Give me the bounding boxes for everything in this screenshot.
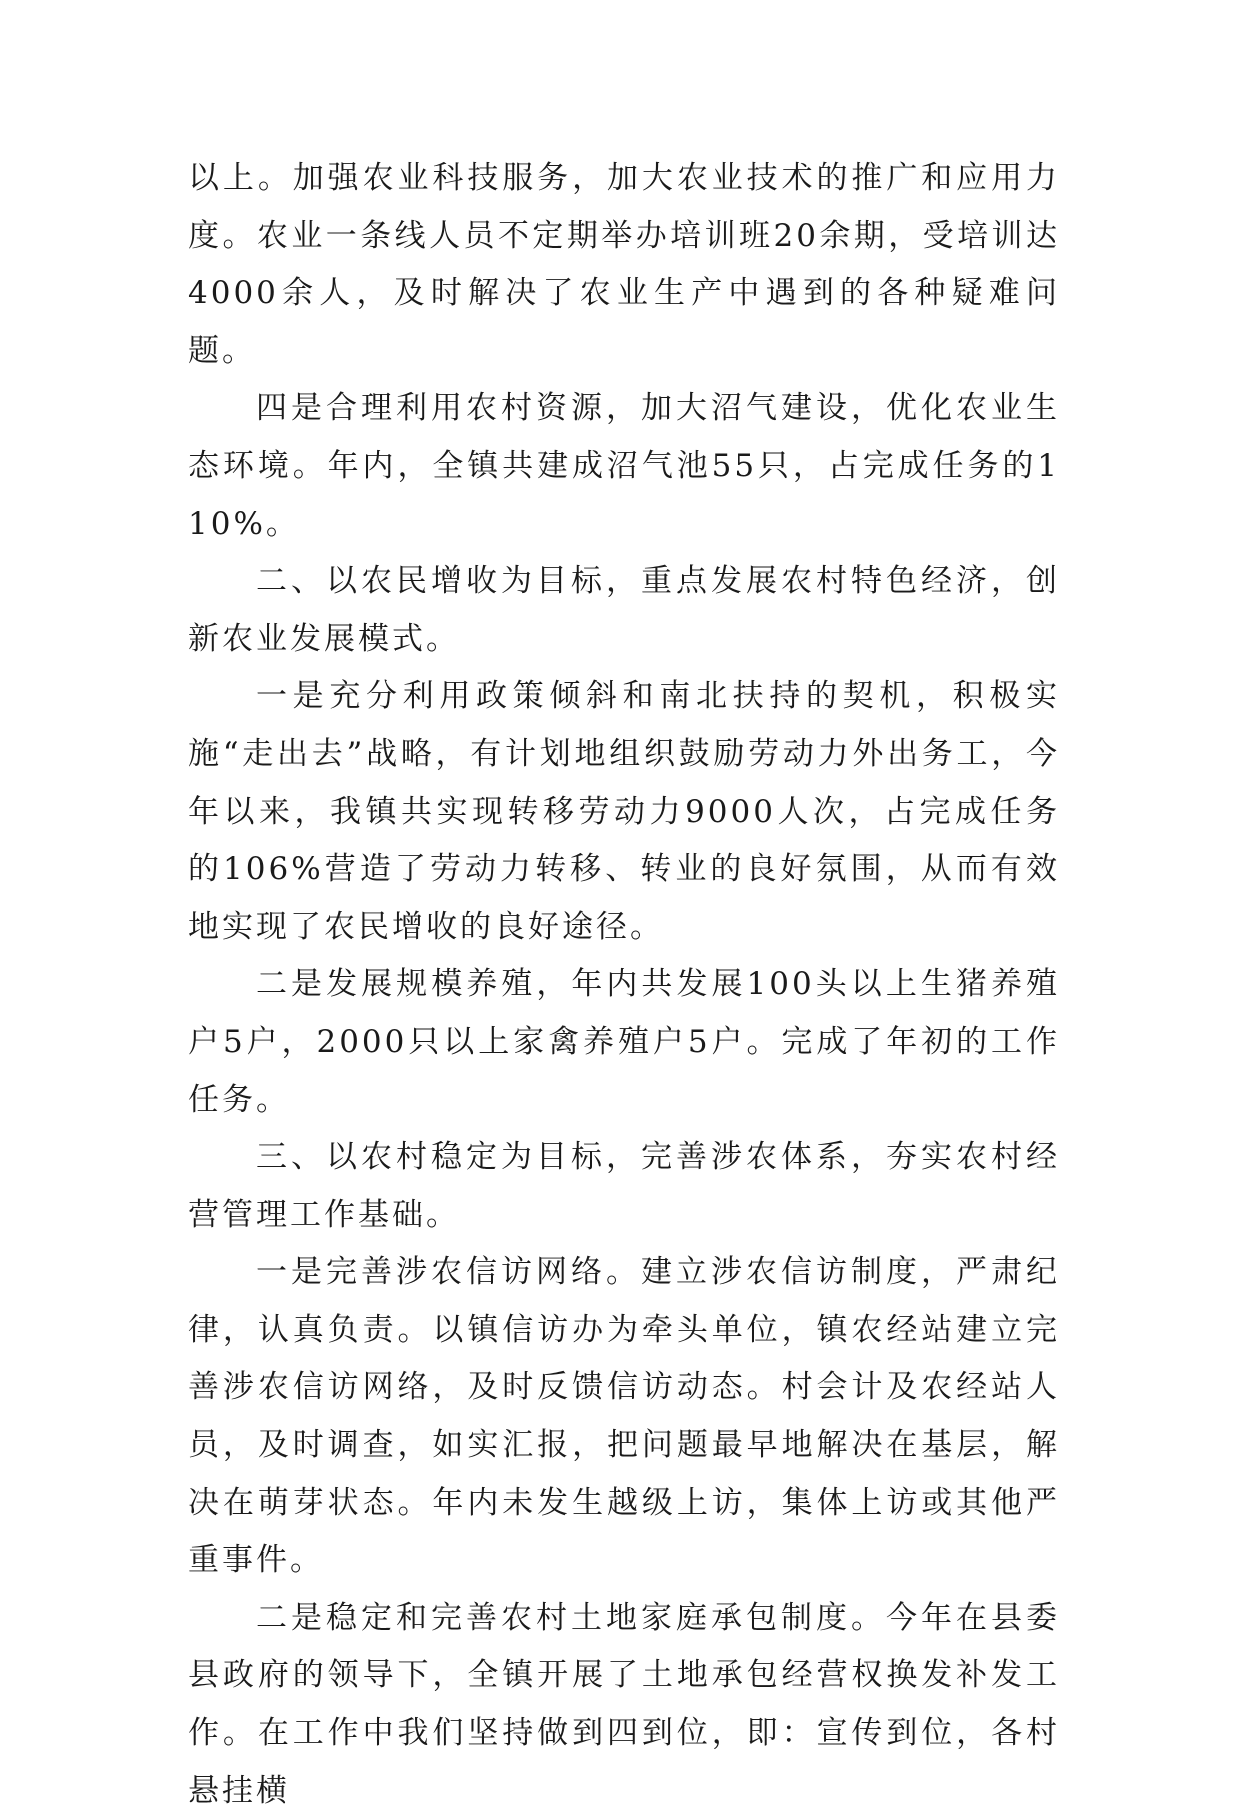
paragraph-4: 一是充分利用政策倾斜和南北扶持的契机，积极实施“走出去”战略，有计划地组织鼓励劳动力外出务工，今年以来，我镇共实现转移劳动力9000人次，占完成任务的106%营造了劳动力转移、转业的良好氛围，从而有效地实现了农民增收的良好途径。: [188, 678, 1060, 945]
paragraph-2: 四是合理利用农村资源，加大沼气建设，优化农业生态环境。年内，全镇共建成沼气池55只，占完成任务的110%。: [188, 390, 1060, 542]
paragraph-3: 二、以农民增收为目标，重点发展农村特色经济，创新农业发展模式。: [188, 563, 1060, 657]
paragraph-7: 一是完善涉农信访网络。建立涉农信访制度，严肃纪律，认真负责。以镇信访办为牵头单位，镇农经站建立完善涉农信访网络，及时反馈信访动态。村会计及农经站人员，及时调查，如实汇报，把问题最早地解决在基层，解决在萌芽状态。年内未发生越级上访，集体上访或其他严重事件。: [188, 1254, 1060, 1579]
document-body: [188, 150, 1060, 1820]
paragraph-5: 二是发展规模养殖，年内共发展100头以上生猪养殖户5户，2000只以上家禽养殖户5户。完成了年初的工作任务。: [188, 966, 1060, 1118]
paragraph-8: 二是稳定和完善农村土地家庭承包制度。今年在县委县政府的领导下，全镇开展了土地承包经营权换发补发工作。在工作中我们坚持做到四到位，即：宣传到位，各村悬挂横: [188, 1599, 1060, 1809]
paragraph-1: 以上。加强农业科技服务，加大农业技术的推广和应用力度。农业一条线人员不定期举办培训班20余期，受培训达4000余人，及时解决了农业生产中遇到的各种疑难问题。: [188, 160, 1060, 369]
paragraph-6: 三、以农村稳定为目标，完善涉农体系，夯实农村经营管理工作基础。: [188, 1139, 1060, 1233]
